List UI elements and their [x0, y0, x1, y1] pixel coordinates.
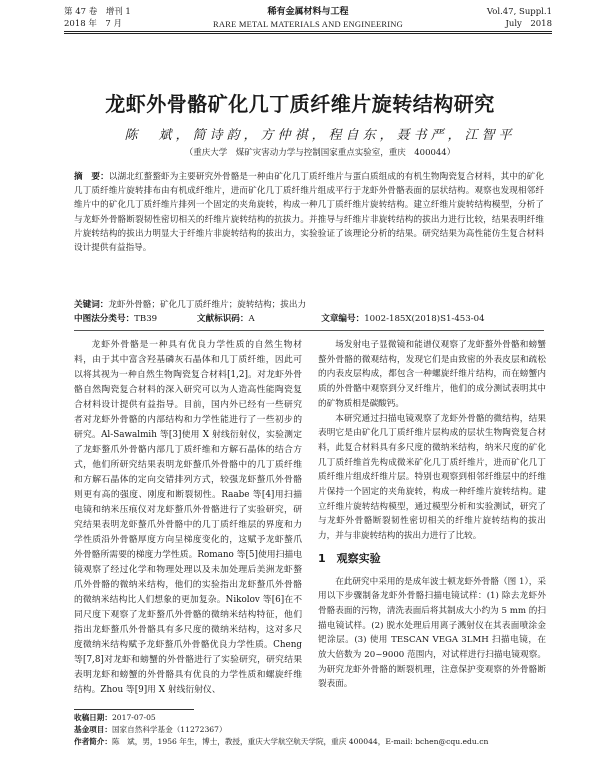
header-date-cn: 2018 年 7 月 [64, 19, 122, 29]
header-vol-en: Vol.47, Suppl.1 [486, 7, 552, 17]
paper-authors: 陈 斌，简诗韵，方仲祺，程自东，聂书严，江智平 [124, 128, 516, 143]
bio-label: 作者简介： [74, 737, 112, 746]
header-rule-thin [64, 33, 552, 34]
intro-paragraph-3: 本研究通过扫描电镜观察了龙虾外骨骼的微结构，结果表明它是由矿化几丁质纤维片层构成的层状生物陶瓷复合材料，此复合材料具有多尺度的微纳米结构，纳米尺度的矿化几丁质纤维首先构成微米矿化几丁质纤维片，进而矿化几丁质纤维片组成纤维片层。特别也观察到相邻纤维层中的纤维片保持一个固定的夹角旋转，构成一种纤维片旋转结构。建立纤维片旋转结构模型，通过模型分析和实验测试，研究了与龙虾外骨骼断裂韧性密切相关的纤维片旋转结构的拔出力，并与非旋转结构的拔出力进行了比较。 [318, 413, 546, 542]
footnote-rule [74, 709, 194, 710]
section-heading-experiment: 1 观察实验 [318, 551, 381, 565]
received-label: 收稿日期： [74, 713, 112, 722]
clc-label: 中图法分类号： [74, 314, 135, 324]
keywords [74, 298, 544, 312]
header-rule [64, 31, 552, 32]
keywords-text: 龙虾外骨骼；矿化几丁质纤维片；旋转结构；拔出力 [108, 300, 307, 310]
footnote [74, 712, 544, 748]
bio-text: 陈 斌，男，1956 年生，博士，教授，重庆大学航空航天学院，重庆 400044，E-mail: bchen@cqu.edu.cn [111, 737, 489, 746]
journal-name-en: RARE METAL MATERIALS AND ENGINEERING [213, 19, 403, 29]
clc-value: TB39 [134, 314, 158, 324]
body-column-right [318, 338, 546, 692]
footnote-fund [74, 724, 544, 736]
classification-line [74, 312, 544, 326]
footnote-bio [74, 736, 544, 748]
experiment-paragraph: 在此研究中采用的是成年波士顿龙虾外骨骼（图 1），采用以下步骤制备龙虾外骨骼扫描电镜试样：(1) 除去龙虾外骨骼表面的污物，清洗表面后将其制成大小约为 5 mm 的扫描电镜试样。(2) 脱水处理后用离子溅射仪在其表面喷涂金钯涂层。(3) 使用 TESCAN VEGA 3LMH 扫描电镜，在放大倍数为 20~9000 范围内，对试样进行扫描电镜观察。为研究龙虾外骨骼的断裂机理，注意保护变观察的外骨骼断裂表面。 [318, 576, 546, 690]
paper-affiliation: （重庆大学 煤矿灾害动力学与控制国家重点实验室，重庆 400044） [184, 148, 456, 158]
received-date: 2017-07-05 [111, 713, 156, 722]
fund-text: 国家自然科学基金（11272367） [111, 725, 227, 734]
journal-name-cn: 稀有金属材料与工程 [267, 7, 349, 17]
header-vol-cn: 第 47 卷 增刊 1 [64, 7, 131, 17]
doc-code-value: A [248, 314, 255, 324]
paper-title: 龙虾外骨骼矿化几丁质纤维片旋转结构研究 [105, 92, 495, 116]
body-column-left [74, 338, 302, 698]
article-number-label: 文章编号： [321, 314, 365, 324]
article-number-value: 1002-185X(2018)S1-453-04 [364, 314, 485, 324]
abstract [74, 170, 544, 255]
header-volume-en [487, 6, 552, 30]
intro-paragraph-1: 龙虾外骨骼是一种具有优良力学性质的自然生物材料，由于其中富含羟基磷灰石晶体和几丁质纤维，因此可以将其视为一种自然生物陶瓷复合材料[1,2]。对龙虾外骨骼自然陶瓷复合材料的深入研究可以为人造高性能陶瓷复合材料设计提供有益指导。目前，国内外已经有一些研究者对龙虾外骨骼的内部结构和力学性能进行了一些初步的研究。Al-Sawalmih 等[3]使用 X 射线衍射仪，实验测定了龙虾螯爪外骨骼内部几丁质纤维和方解石晶体的结合方式，他们所研究结果表明龙虾螯爪外骨骼中的几丁质纤维和方解石晶体的定向交错排列方式，较强龙虾螯爪外骨骼则更有高的强度、刚度和断裂韧性。Raabe 等[4]用扫描电镜和纳米压痕仪对龙虾螯爪外骨骼进行了实验研究，研究结果表明龙虾螯爪外骨骼中的几丁质纤维层的界度和力学性质沿外骨骼厚度方向呈梯度变化的，这赋予龙虾螯爪外骨骼所需要的梯度力学性质。Romano 等[5]使用扫描电镜观察了经过化学和物理处理以及未加处理后美洲龙虾螯爪外骨骼的微纳米结构，他们的实验指出龙虾螯爪外骨骼的微纳米结构比人们想象的更加复杂。Nikolov 等[6]在不同尺度下观察了龙虾螯爪外骨骼的微纳米结构特征，他们指出龙虾螯爪外骨骼具有多尺度的微纳米结构，这对多尺度微纳米结构赋予龙虾螯爪外骨骼优良力学性质。Cheng 等[7,8]对龙虾和螃蟹的外骨骼进行了实验研究，研究结果表明龙虾和螃蟹的外骨骼具有优良的力学性质和螺旋纤维结构。Zhou 等[9]用 X 射线衍射仪、 [74, 340, 302, 695]
abstract-text: 以湖北红螯螯虾为主要研究外骨骼是一种由矿化几丁质纤维片与蛋白质组成的有机生物陶瓷复合材料，其中的矿化几丁质纤维片旋转排布由有机成纤维片，进而矿化几丁质纤维片组成平行于龙虾外骨骼表面的层状结构。观察也发现相邻纤维片中的矿化几丁质纤维片排列一个固定的夹角旋转，构成一种几丁质纤维片旋转结构。建立纤维片旋转结构模型，分析了与龙虾外骨骼断裂韧性密切相关的纤维片旋转结构的抗拔力。并推导与纤维片非旋转结构的拔出力进行比较，结果表明纤维片旋转结构的拔出力明显大于纤维片非旋转结构的拔出力，实验验证了该理论分析的结果。研究结果为高性能仿生复合材料设计提供有益指导。 [74, 172, 544, 254]
header-journal [64, 6, 552, 30]
abstract-label: 摘 要： [74, 172, 109, 182]
abstract-divider [74, 330, 544, 331]
keywords-label: 关键词： [74, 300, 109, 310]
intro-paragraph-2: 场发射电子显微镜和能谱仪观察了龙虾螯外骨骼和螃蟹螯外骨骼的微观结构，发现它们是由致密的外表皮层和疏松的内表皮层构成，都包含一种螺旋纤维片结构，而在螃蟹内质的外骨骼中观察到分叉纤维片，他们的成分测试表明其中的矿物质相是碳酸钙。 [318, 340, 546, 409]
doc-code-label: 文献标识码： [196, 314, 249, 324]
footnote-received [74, 712, 544, 724]
fund-label: 基金项目： [74, 725, 112, 734]
header-date-en: July 2018 [505, 19, 552, 29]
